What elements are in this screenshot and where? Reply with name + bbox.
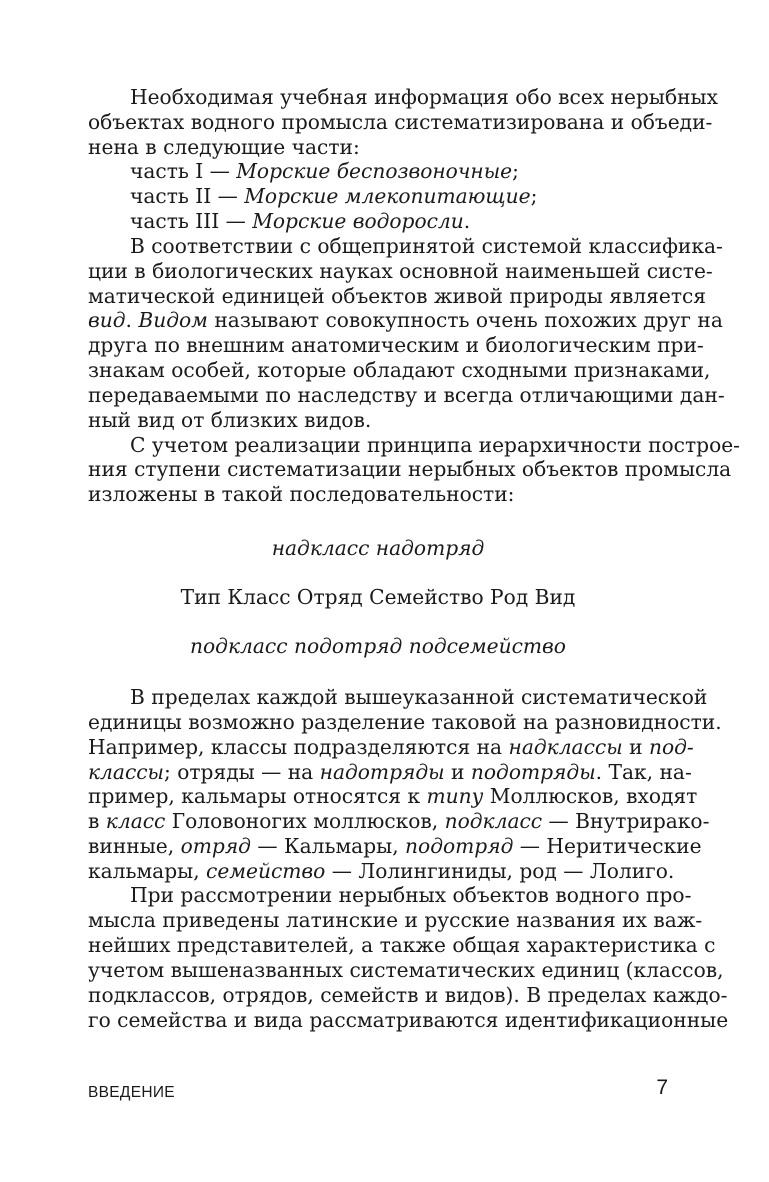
italic-term: подотряды (470, 760, 596, 784)
text-run: изложены в такой последовательности: (88, 482, 515, 506)
text-run: мысла приведены латинские и русские названия их важ- (88, 908, 703, 932)
italic-term: вид (88, 308, 126, 332)
text-run: пример, кальмары относятся к (88, 784, 427, 808)
italic-term: семейство (206, 859, 326, 883)
text-run: в (88, 809, 106, 833)
text-run: При рассмотрении нерыбных объектов водного про- (130, 883, 692, 907)
text-run: ; (512, 159, 519, 183)
italic-term: надотряды (319, 760, 445, 784)
text-run: винные, (88, 834, 181, 858)
italic-term: подкласс (444, 809, 543, 833)
text-run: — Внутрирако- (542, 809, 710, 833)
italic-term: Видом (138, 308, 208, 332)
text-run: передаваемыми по наследству и всегда отличающими дан- (88, 383, 725, 407)
running-footer-section: ВВЕДЕНИЕ (88, 1084, 175, 1101)
text-run: В пределах каждой вышеуказанной систематической (130, 685, 708, 709)
text-line (88, 479, 668, 509)
text-run: С учетом реализации принципа иерархичности построе- (130, 433, 741, 457)
text-run: го семейства и вида рассматриваются идентификационные (88, 1008, 729, 1032)
text-run: учетом вышеназванных систематических единиц (классов, (88, 958, 724, 982)
text-run: . (463, 209, 471, 233)
text-run: Необходимая учебная информация обо всех нерыбных (130, 85, 719, 109)
page-number: 7 (656, 1076, 668, 1099)
text-run: называют совокупность очень похожих друг на (207, 308, 723, 332)
text-run: ный вид от близких видов. (88, 408, 372, 432)
text-run: ; отряды — на (164, 760, 320, 784)
italic-term: надкласс надотряд (271, 536, 485, 560)
italic-term: подотряд (405, 834, 514, 858)
text-run: и (622, 735, 649, 759)
text-run: знакам особей, которые обладают сходными признаками, (88, 358, 711, 382)
text-run: — Кальмары, (250, 834, 406, 858)
italic-term: под- (648, 735, 694, 759)
text-run: — Неритические (513, 834, 702, 858)
text-run: нейших представителей, а также общая характеристика с (88, 933, 716, 957)
text-run: . (125, 308, 139, 332)
text-run: Например, классы подразделяются на (88, 735, 509, 759)
text-run: друга по внешним анатомическим и биологическим при- (88, 333, 704, 357)
text-run: В соответствии с общепринятой системой классифика- (130, 234, 723, 258)
text-line (88, 1005, 729, 1035)
text-run: ния ступени систематизации нерыбных объектов промысла (88, 457, 732, 481)
text-run: часть III — (130, 209, 253, 233)
text-run: . Так, на- (595, 760, 692, 784)
text-run: часть I — (130, 159, 237, 183)
text-run: единицы возможно разделение таковой на разновидности. (88, 710, 722, 734)
italic-term: класс (105, 809, 166, 833)
hierarchy-main-row (88, 582, 668, 612)
italic-term: Морские беспозвоночные (236, 159, 513, 183)
text-run: ции в биологических науках основной наименьшей систе- (88, 259, 713, 283)
text-run: Моллюсков, входят (483, 784, 698, 808)
italic-term: Морские млекопитающие (244, 184, 531, 208)
hierarchy-upper-row (88, 533, 668, 563)
hierarchy-lower-row (88, 631, 668, 661)
text-run: — Лолингиниды, род — Лолиго. (325, 859, 675, 883)
text-run: ; (530, 184, 538, 208)
text-run: нена в следующие части: (88, 135, 360, 159)
italic-term: Морские водоросли (252, 209, 464, 233)
text-run: объектах водного промысла систематизирована и объеди- (88, 110, 713, 134)
italic-term: классы (88, 760, 164, 784)
text-run: Тип Класс Отряд Семейство Род Вид (180, 585, 576, 609)
text-run: Головоногих моллюсков, (165, 809, 445, 833)
text-run: кальмары, (88, 859, 207, 883)
text-run: и (444, 760, 471, 784)
italic-term: отряд (180, 834, 251, 858)
text-run: матической единицей объектов живой природы является (88, 284, 707, 308)
italic-term: подкласс подотряд подсемейство (190, 634, 566, 658)
text-run: часть II — (130, 184, 245, 208)
italic-term: типу (426, 784, 484, 808)
text-run: подклассов, отрядов, семейств и видов). В пределах каждо- (88, 983, 728, 1007)
italic-term: надклассы (508, 735, 623, 759)
